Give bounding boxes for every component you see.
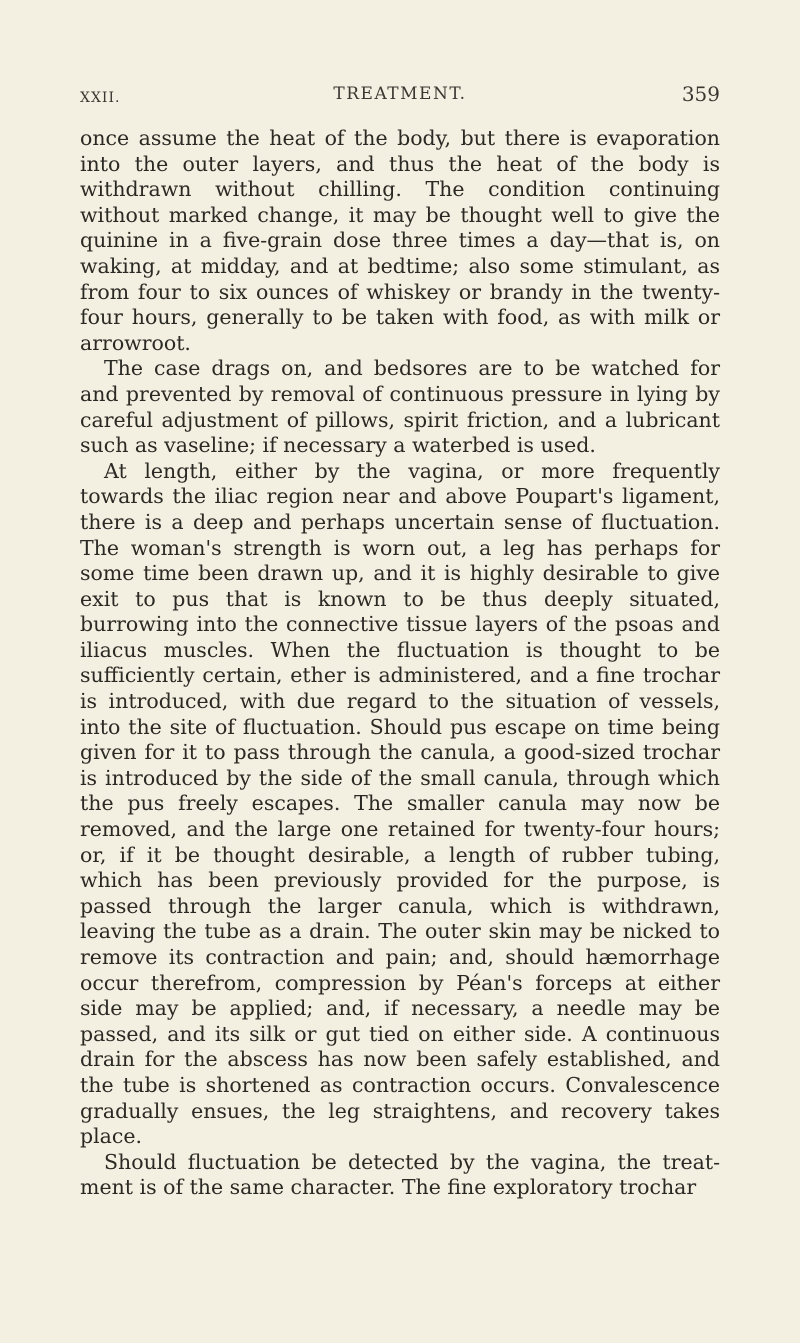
body-text [80,126,720,1201]
running-header [80,82,720,112]
paragraph: The case drags on, and bedsores are to be watched for and prevented by removal of continuous pressure in lying by careful adjustment of pillows, spirit friction, and a lubricant such as vaseline; if necessary a waterbed is used. [80,356,720,458]
paragraph: once assume the heat of the body, but there is evaporation into the outer layers, and thus the heat of the body is withdrawn without chilling. The condition continuing without marked change, it may be thought well to give the quinine in a five-grain dose three times a day—that is, on waking, at midday, and at bedtime; also some stimulant, as from four to six ounces of whiskey or brandy in the twenty-four hours, generally to be taken with food, as with milk or arrowroot. [80,126,720,355]
paragraph: At length, either by the vagina, or more frequently towards the iliac region near and above Poupart's ligament, there is a deep and perhaps uncertain sense of fluctuation. The woman's strength is worn out, a leg has perhaps for some time been drawn up, and it is highly desirable to give exit to pus that is known to be thus deeply situated, burrowing into the connective tissue layers of the psoas and iliacus muscles. When the fluctuation is thought to be sufficiently certain, ether is administered, and a fine trochar is introduced, with due regard to the situation of vessels, into the site of fluctuation. Should pus escape on time being given for it to pass through the canula, a good-sized trochar is introduced by the side of the small canula, through which the pus freely escapes. The smaller canula may now be removed, and the large one retained for twenty-four hours; or, if it be thought desirable, a length of rubber tubing, which has been previously provided for the purpose, is passed through the larger canula, which is withdrawn, leaving the tube as a drain. The outer skin may be nicked to remove its contraction and pain; and, should hæmorrhage occur therefrom, compression by Péan's forceps at either side may be applied; and, if necessary, a needle may be passed, and its silk or gut tied on either side. A continuous drain for the abscess has now been safely established, and the tube is shortened as contraction occurs. Convalescence gradually ensues, the leg straightens, and recovery takes place. [80,458,720,1149]
paragraph: Should fluctuation be detected by the vagina, the treatment is of the same character. The fine exploratory trochar [80,1149,720,1200]
running-title: TREATMENT. [333,84,467,104]
page-number: 359 [681,82,720,106]
chapter-number: XXII. [80,90,121,106]
